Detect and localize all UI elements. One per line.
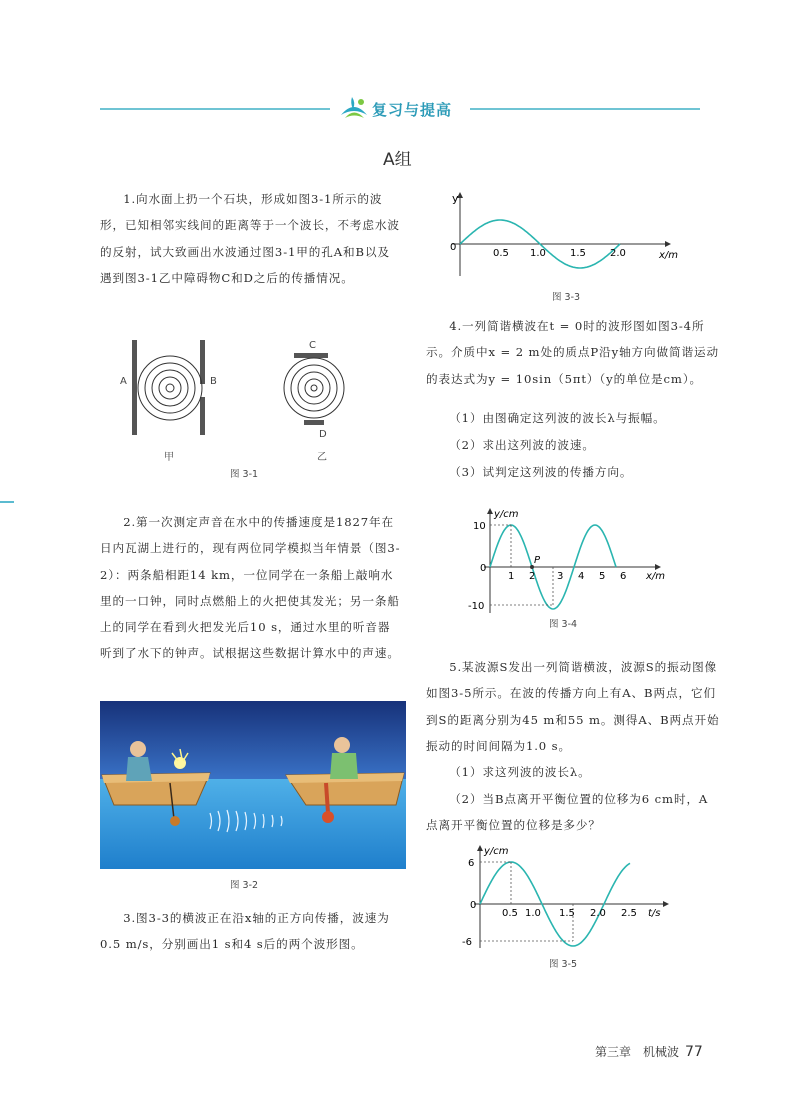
footer-chapter: 第三章 机械波 bbox=[595, 1045, 680, 1059]
fig3-3-tick-1: 1.0 bbox=[530, 248, 546, 259]
problem-5-q1: （1）求这列波的波长λ。 bbox=[449, 765, 591, 779]
fig3-5-x-label: t/s bbox=[648, 908, 661, 919]
fig3-5-caption: 图 3-5 bbox=[549, 959, 578, 970]
fig3-4-ytick-neg10: -10 bbox=[468, 601, 485, 612]
fig3-4-tick-5: 5 bbox=[599, 571, 606, 582]
section-title: A组 bbox=[383, 150, 412, 170]
problem-1: 1.向水面上扔一个石块，形成如图3-1所示的波形，已知相邻实线间的距离等于一个波长，不考虑水波的反射，试大致画出水波通过图3-1甲的孔A和B以及遇到图3-1乙中障碍物C和D之后的传播情况。 bbox=[100, 192, 400, 285]
problem-5-q2: （2）当B点离开平衡位置的位移为6 cm时，A点离开平衡位置的位移是多少？ bbox=[426, 792, 709, 833]
fig3-4-tick-3: 3 bbox=[557, 571, 564, 582]
problem-4-q3: （3）试判定这列波的传播方向。 bbox=[449, 465, 633, 479]
fig3-1-label-yi: 乙 bbox=[317, 452, 327, 463]
fig3-5-ytick-neg6: -6 bbox=[462, 937, 472, 948]
problem-5: 5.某波源S发出一列简谐横波，波源S的振动图像如图3-5所示。在波的传播方向上有A、B两点，它们到S的距离分别为45 m和55 m。测得A、B两点开始振动的时间间隔为1.0 s。 bbox=[426, 660, 720, 753]
fig3-4-x-label: x/m bbox=[646, 571, 666, 582]
fig3-4-tick-2: 2 bbox=[529, 571, 536, 582]
fig3-4-tick-6: 6 bbox=[620, 571, 627, 582]
figure-3-1 bbox=[110, 335, 370, 465]
section-logo-icon bbox=[338, 93, 370, 123]
fig3-4-ytick-10: 10 bbox=[473, 521, 486, 532]
fig3-3-origin: 0 bbox=[450, 242, 457, 253]
problem-4: 4.一列简谐横波在t = 0时的波形图如图3-4所示。介质中x = 2 m处的质点P沿y轴方向做简谐运动的表达式为y = 10sin（5πt）（y的单位是cm）。 bbox=[426, 319, 720, 386]
fig3-5-tick-2: 1.5 bbox=[559, 908, 575, 919]
fig3-4-caption: 图 3-4 bbox=[549, 619, 578, 630]
fig3-3-tick-3: 2.0 bbox=[610, 248, 626, 259]
fig3-3-y-label: y bbox=[452, 192, 459, 205]
fig3-3-tick-2: 1.5 bbox=[570, 248, 586, 259]
fig3-3-tick-0: 0.5 bbox=[493, 248, 509, 259]
fig3-1-label-jia: 甲 bbox=[164, 452, 174, 463]
fig3-3-caption: 图 3-3 bbox=[552, 292, 581, 303]
fig3-4-tick-4: 4 bbox=[578, 571, 585, 582]
fig3-5-tick-3: 2.0 bbox=[590, 908, 606, 919]
fig3-5-tick-1: 1.0 bbox=[525, 908, 541, 919]
problem-2: 2.第一次测定声音在水中的传播速度是1827年在日内瓦湖上进行的，现有两位同学模拟当年情景（图3-2）：两条船相距14 km，一位同学在一条船上敲响水里的一口钟，同时点燃船上的火把使其发光；另一条船上的同学在看到火把发光后10 s，通过水里的听音器听到了水下的钟声。试根据这些数据计算水中的声速。 bbox=[100, 515, 401, 661]
fig3-5-ytick-6: 6 bbox=[468, 858, 475, 869]
header-line-left bbox=[100, 108, 330, 110]
fig3-5-y-label: y/cm bbox=[484, 846, 509, 857]
figure-3-2-illustration bbox=[100, 701, 406, 869]
fig3-1-label-B: B bbox=[210, 376, 217, 387]
fig3-4-P-label: P bbox=[534, 555, 541, 566]
margin-marker bbox=[0, 501, 14, 503]
page-number: 77 bbox=[685, 1044, 703, 1060]
fig3-1-label-A: A bbox=[120, 376, 127, 387]
problem-4-q1: （1）由图确定这列波的波长λ与振幅。 bbox=[449, 411, 666, 425]
fig3-4-origin: 0 bbox=[480, 563, 487, 574]
figure-3-4-chart bbox=[460, 505, 680, 615]
fig3-1-caption: 图 3-1 bbox=[230, 469, 259, 480]
fig3-4-tick-1: 1 bbox=[508, 571, 515, 582]
fig3-5-tick-0: 0.5 bbox=[502, 908, 518, 919]
figure-3-3-chart bbox=[440, 188, 690, 284]
figure-3-5-chart bbox=[458, 842, 678, 950]
fig3-3-x-label: x/m bbox=[659, 250, 679, 261]
page-footer bbox=[595, 1043, 703, 1060]
fig3-4-y-label: y/cm bbox=[494, 509, 519, 520]
fig3-1-label-D: D bbox=[319, 429, 327, 440]
fig3-5-origin: 0 bbox=[470, 900, 477, 911]
problem-4-q2: （2）求出这列波的波速。 bbox=[449, 438, 595, 452]
header-title: 复习与提高 bbox=[372, 101, 453, 119]
fig3-1-label-C: C bbox=[309, 340, 316, 351]
fig3-5-tick-4: 2.5 bbox=[621, 908, 637, 919]
problem-3: 3.图3-3的横波正在沿x轴的正方向传播，波速为0.5 m/s，分别画出1 s和4 s后的两个波形图。 bbox=[100, 911, 390, 952]
fig3-2-caption: 图 3-2 bbox=[230, 880, 259, 891]
header-line-right bbox=[470, 108, 700, 110]
